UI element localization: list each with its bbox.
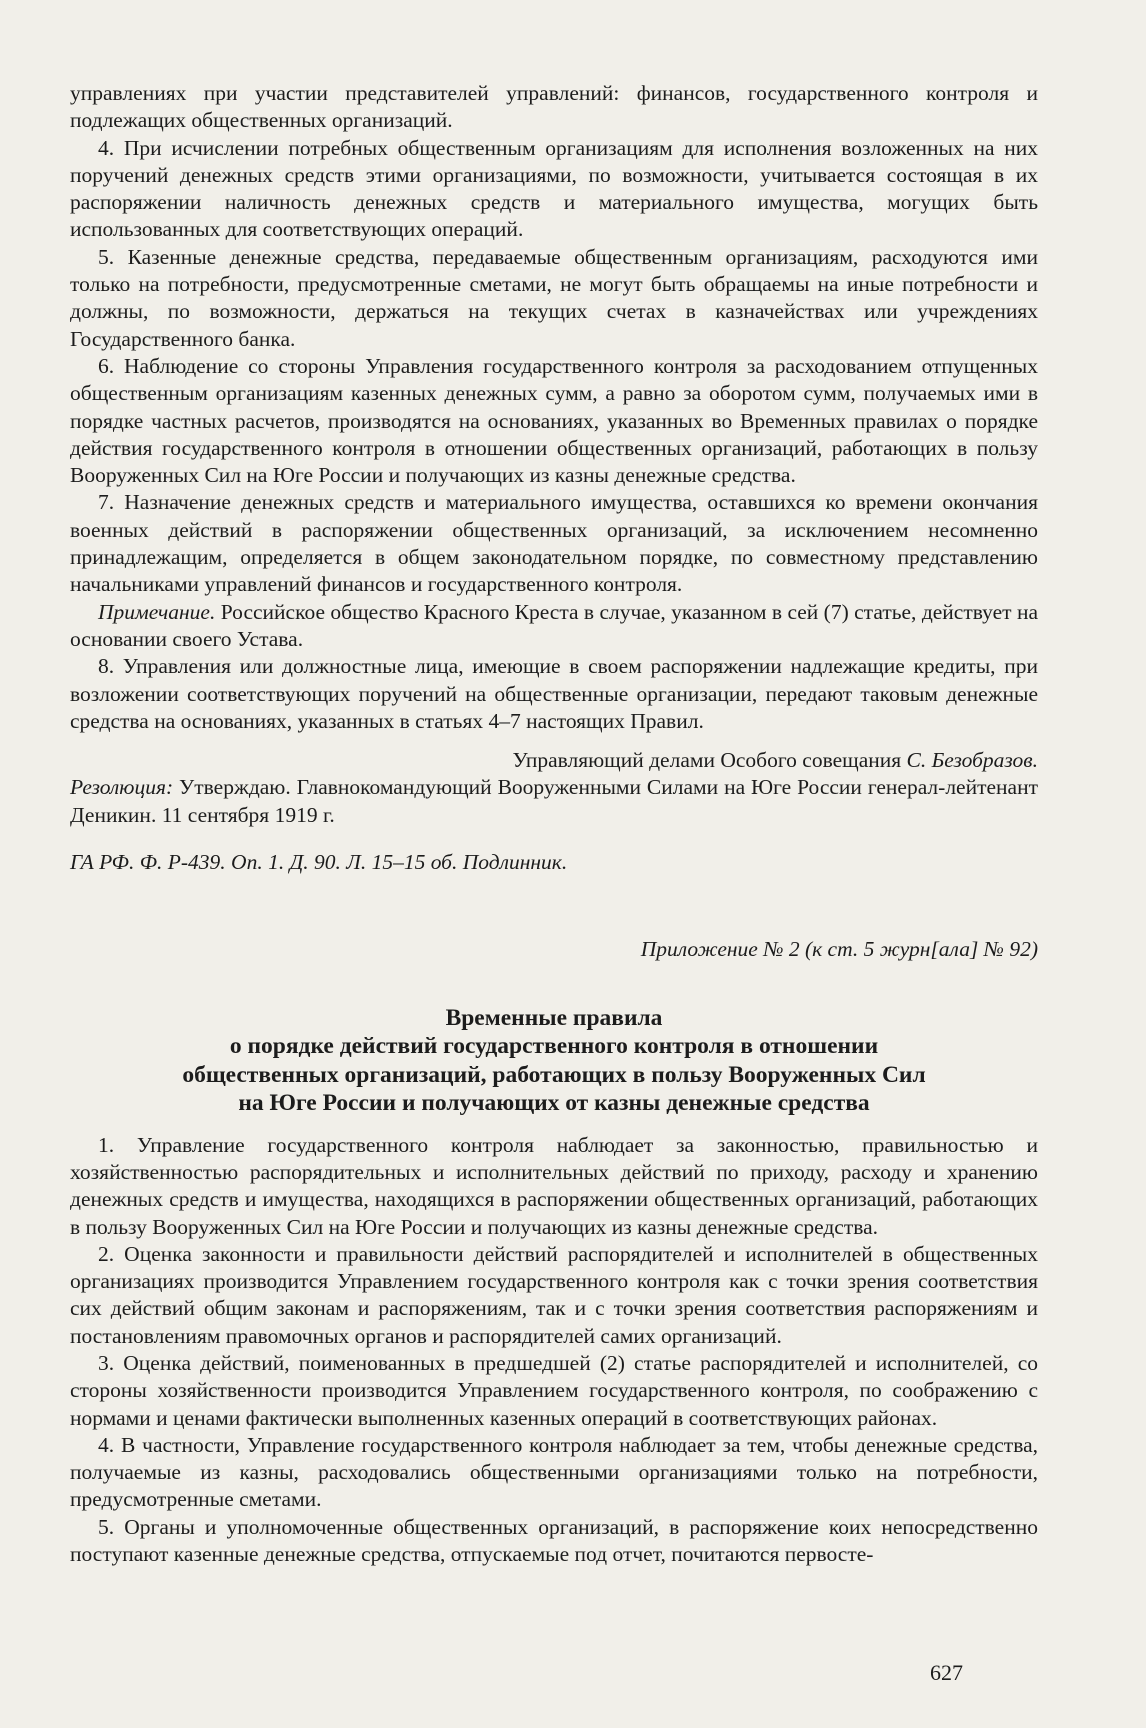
rule-5: 5. Органы и уполномоченные общественных организаций, в распоряжение коих непосредственно поступают казенные денежные средства, отпускаемые под отчет, почитаются первосте- xyxy=(70,1514,1038,1567)
rule-3: 3. Оценка действий, поименованных в предшедшей (2) статье распорядителей и исполнителей, со стороны хозяйственности производится Управлением государственного контроля, по соображению с нормами и ценами фактически выполненных казенных операций в соответствующих районах. xyxy=(70,1350,1038,1430)
title-line: о порядке действий государственного контроля в отношении xyxy=(229,1033,879,1060)
note-label: Примечание. xyxy=(98,599,216,624)
paragraph-5: 5. Казенные денежные средства, передаваемые общественным организациям, расходуются ими только на потребности, предусмотренные сметами, не могут быть обращаемы на иные потребности и должны, по возможности, держаться на текущих счетах в казначействах или учреждениях Государственного банка. xyxy=(70,244,1038,351)
appendix-label: Приложение № 2 (к ст. 5 журн[ала] № 92) xyxy=(640,937,1038,962)
rules-body xyxy=(70,1132,1038,1569)
document-title xyxy=(70,1004,1038,1118)
resolution xyxy=(70,774,1038,829)
note xyxy=(70,599,1038,654)
resolution-label: Резолюция: xyxy=(70,775,174,800)
paragraph-6: 6. Наблюдение со стороны Управления государственного контроля за расходованием отпущенных общественным организациям казенных денежных сумм, а равно за оборотом сумм, получаемых ими в порядке частных расчетов, производятся на основаниях, указанных во Временных правилах о порядке действия государственного контроля в отношении общественных организаций, работающих в пользу Вооруженных Сил на Юге России и получающих из казны денежные средства. xyxy=(70,353,1038,488)
resolution-text: Утверждаю. Главнокомандующий Вооруженными Силами на Юге России генерал-лейтенант Деникин. 11 сентября 1919 г. xyxy=(70,775,1038,827)
title-line: общественных организаций, работающих в пользу Вооруженных Сил xyxy=(182,1061,926,1088)
signature-text: Управляющий делами Особого совещания xyxy=(512,748,907,773)
page-number: 627 xyxy=(930,1660,963,1685)
signature-name: С. Безобразов. xyxy=(906,748,1038,773)
rule-4: 4. В частности, Управление государственного контроля наблюдает за тем, чтобы денежные средства, получаемые из казны, расходовались общественными организациями только на потребности, предусмотренные сметами. xyxy=(70,1432,1038,1512)
archive-source: ГА РФ. Ф. Р-439. Оп. 1. Д. 90. Л. 15–15 об. Подлинник. xyxy=(70,850,568,875)
rule-2: 2. Оценка законности и правильности действий распорядителей и исполнителей в общественных организациях производится Управлением государственного контроля как с точки зрения соответствия сих действий общим законам и распоряжениям, так и с точки зрения соответствия распоряжениям и постановлениям правомочных органов и распорядителей самих организаций. xyxy=(70,1241,1038,1348)
note-text: Российское общество Красного Креста в случае, указанном в сей (7) статье, действует на основании своего Устава. xyxy=(70,599,1038,651)
title-line: Временные правила xyxy=(445,1004,663,1031)
paragraph-4: 4. При исчислении потребных общественным организациям для исполнения возложенных на них поручений денежных средств этими организациями, по возможности, учитывается состоящая в их распоряжении наличность денежных средств и материального имущества, могущих быть использованных для соответствующих операций. xyxy=(70,135,1038,242)
paragraph-8: 8. Управления или должностные лица, имеющие в своем распоряжении надлежащие кредиты, при возложении соответствующих поручений на общественные организации, передают таковым денежные средства на основаниях, указанных в статьях 4–7 настоящих Правил. xyxy=(70,654,1038,733)
rule-1: 1. Управление государственного контроля наблюдает за законностью, правильностью и хозяйственностью распорядительных и исполнительных действий по приходу, расходу и хранению денежных средств и имущества, находящихся в распоряжении общественных организаций, работающих в пользу Вооруженных Сил на Юге России и получающих из казны денежные средства. xyxy=(70,1132,1038,1239)
paragraph-7: 7. Назначение денежных средств и материального имущества, оставшихся ко времени окончания военных действий в распоряжении общественных организаций, за исключением несомненно принадлежащим, определяется в общем законодательном порядке, по совместному представлению начальниками управлений финансов и государственного контроля. xyxy=(70,490,1038,597)
title-line: на Юге России и получающих от казны денежные средства xyxy=(238,1090,870,1117)
signature xyxy=(70,747,1038,774)
paragraph-3-end: управлениях при участии представителей управлений: финансов, государственного контроля и подлежащих общественных организаций. xyxy=(70,81,1038,133)
